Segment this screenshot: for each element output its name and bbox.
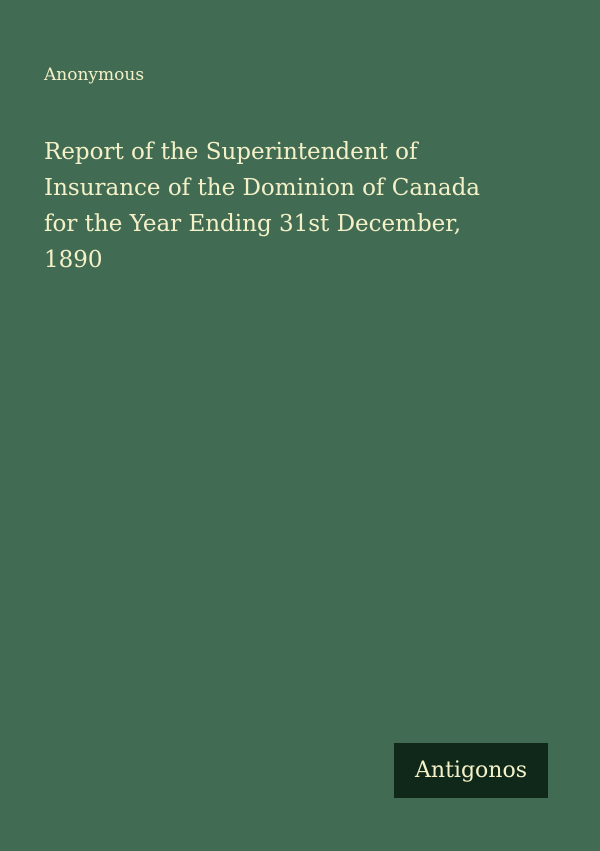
title-line-1: Report of the Superintendent of <box>44 139 418 165</box>
book-title <box>44 134 564 278</box>
title-line-3: for the Year Ending 31st December, <box>44 211 462 237</box>
title-line-4: 1890 <box>44 247 103 273</box>
title-line-2: Insurance of the Dominion of Canada <box>44 175 481 201</box>
publisher-logo <box>394 743 548 798</box>
publisher-name: Antigonos <box>415 758 527 783</box>
author-name: Anonymous <box>44 65 145 85</box>
